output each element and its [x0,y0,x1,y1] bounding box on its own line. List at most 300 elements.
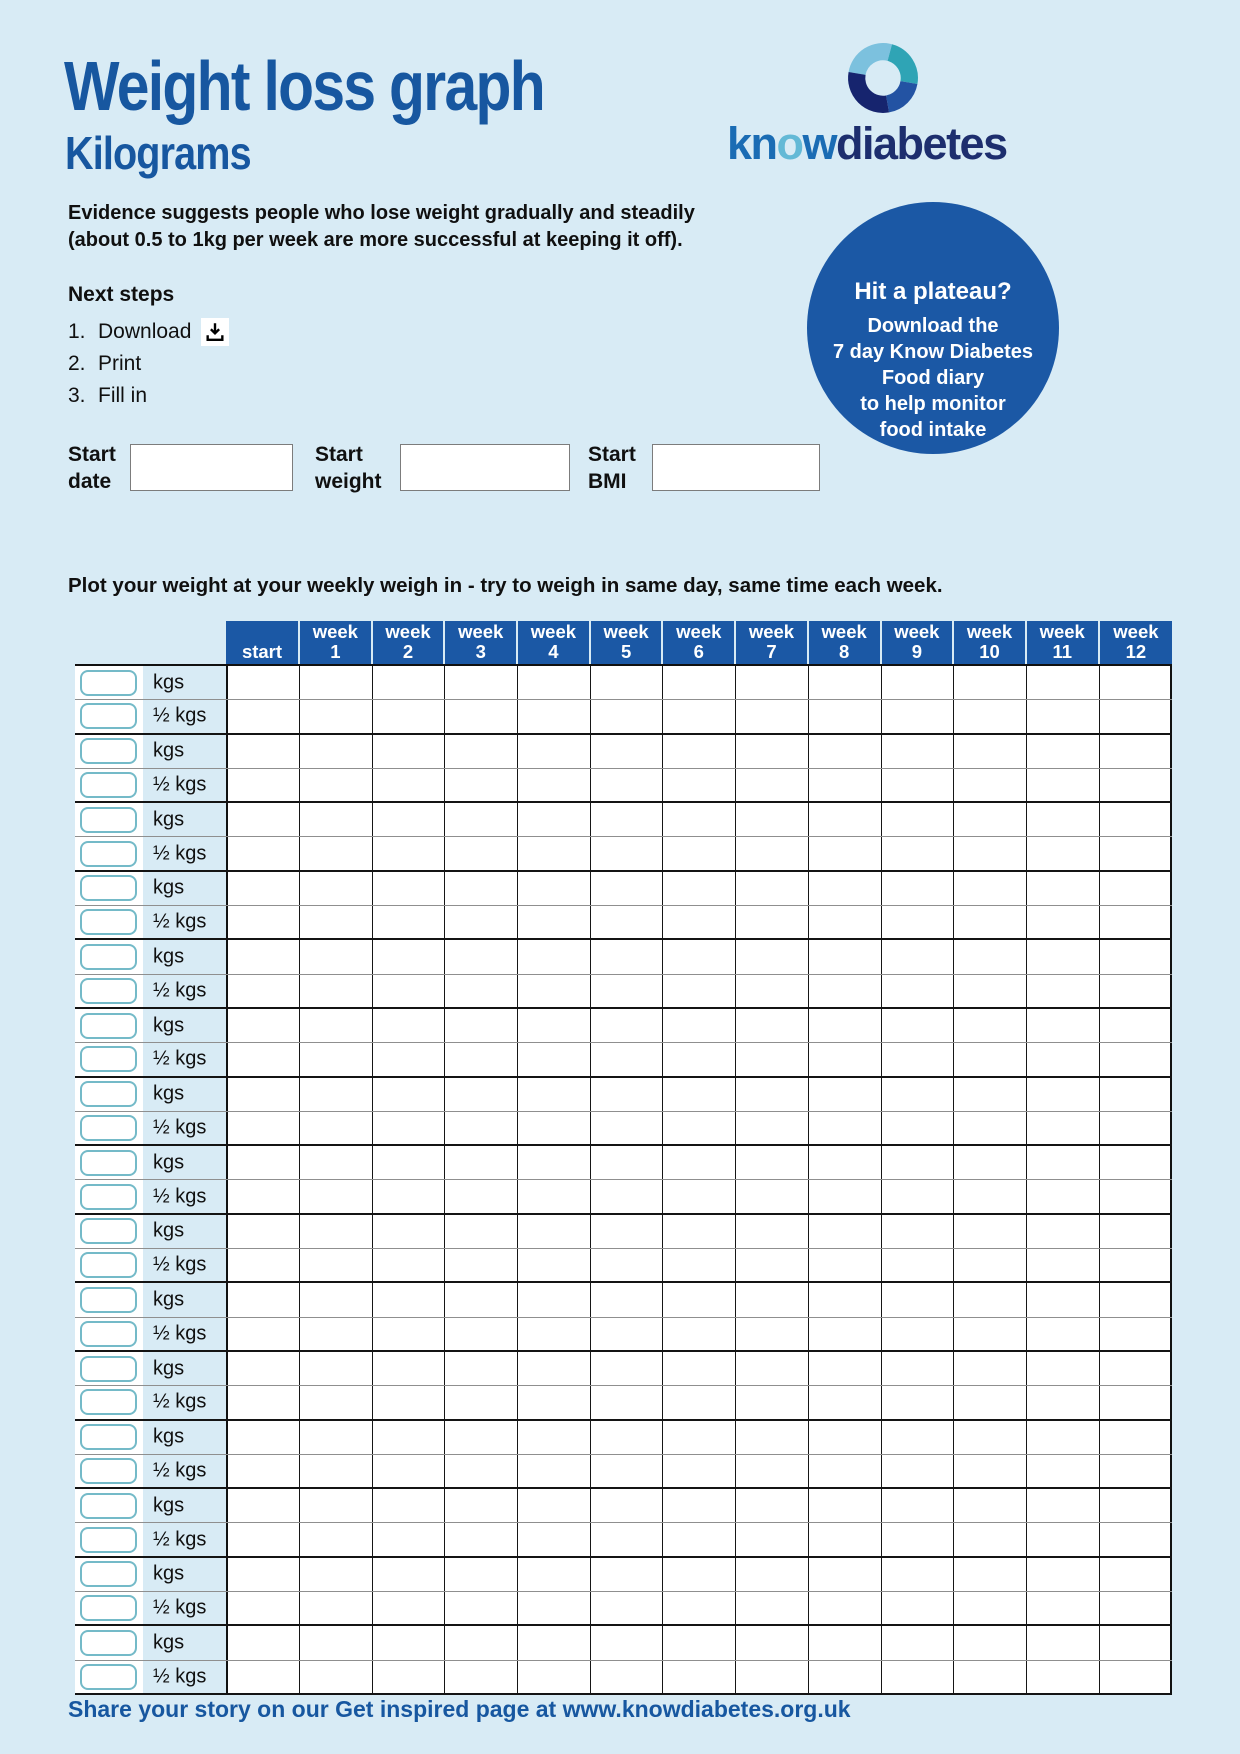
grid-cell [518,1215,591,1248]
grid-cell [809,1283,882,1316]
grid-cell [518,1558,591,1591]
chart-row [75,700,1172,734]
step-item-fill-in [68,380,229,412]
chart-row [75,1352,1172,1386]
grid-cell [882,769,955,801]
grid-cell [518,872,591,905]
grid-cell [373,1352,446,1385]
grid-cell [373,940,446,973]
grid-cell [591,1558,664,1591]
grid-cell [445,837,518,869]
grid-cell [226,666,300,699]
logo-o: o [776,118,803,169]
grid-cell [1100,1455,1173,1487]
grid-cell [663,1592,736,1624]
grid-cell [663,837,736,869]
weight-field[interactable] [80,1527,137,1553]
weight-field[interactable] [80,978,137,1004]
grid-cell [445,1592,518,1624]
weight-field[interactable] [80,1287,137,1313]
start-bmi-input[interactable] [652,444,820,491]
footer-link[interactable]: www.knowdiabetes.org.uk [562,1696,851,1722]
grid-cell [809,1009,882,1042]
grid-cell [809,1455,882,1487]
week-number: 4 [548,641,559,662]
row-unit-label: ½ kgs [153,1116,207,1139]
grid-cell [1027,1489,1100,1522]
grid-cell [736,1215,809,1248]
weight-field[interactable] [80,1664,137,1690]
grid-cell [663,1318,736,1350]
grid-cell [226,872,300,905]
grid-cell [809,1661,882,1693]
grid-cell [1100,1489,1173,1522]
grid-cell [736,940,809,973]
grid-cell [373,735,446,768]
weight-field[interactable] [80,807,137,833]
logo-diabetes: diabetes [836,118,1007,169]
row-unit-label: ½ kgs [153,979,207,1002]
week-header-cell [882,621,955,664]
grid-cell [445,975,518,1007]
weight-field[interactable] [80,1595,137,1621]
grid-cell [809,735,882,768]
chart-row [75,1043,1172,1077]
grid-cell [954,1078,1027,1111]
week-header-cell [1027,621,1100,664]
grid-cell [882,666,955,699]
grid-cell [954,1626,1027,1659]
grid-cell [882,1558,955,1591]
grid-cell [663,1386,736,1418]
grid-cell [226,1592,300,1624]
grid-cell [1027,1592,1100,1624]
grid-cell [591,1661,664,1693]
grid-cell [954,1386,1027,1418]
logo-wordmark [727,118,1007,170]
grid-cell [226,700,300,732]
grid-cell [736,1112,809,1144]
grid-cell [1027,1523,1100,1555]
grid-cell [445,1352,518,1385]
grid-cell [591,1078,664,1111]
row-unit-label: kgs [153,739,185,762]
row-label-cell [75,1318,226,1350]
weight-field[interactable] [80,1493,137,1519]
grid-cell [663,906,736,938]
grid-cell [736,769,809,801]
chart-row [75,906,1172,940]
grid-cell [445,1489,518,1522]
grid-cell [736,1249,809,1281]
grid-cell [518,1112,591,1144]
grid-cell [445,735,518,768]
plateau-line: to help monitor [860,393,1006,415]
grid-cell [736,1523,809,1555]
grid-cell [1027,1558,1100,1591]
grid-cell [663,1180,736,1212]
grid-cell [1100,1386,1173,1418]
row-label-cell [75,666,226,699]
chart-row [75,1489,1172,1523]
start-date-input[interactable] [130,444,293,491]
week-word: week [1113,621,1159,642]
grid-cell [736,1352,809,1385]
grid-cell [518,700,591,732]
grid-cell [373,1318,446,1350]
row-label-cell [75,1558,226,1591]
grid-cell [591,700,664,732]
grid-cell [591,1146,664,1179]
grid-cell [663,700,736,732]
grid-cell [736,1661,809,1693]
row-unit-label: ½ kgs [153,1390,207,1413]
grid-cell [300,1626,373,1659]
grid-cell [300,1318,373,1350]
row-unit-label: kgs [153,1288,185,1311]
grid-cell [1027,1112,1100,1144]
grid-cell [373,1180,446,1212]
grid-cell [663,975,736,1007]
grid-cell [1100,1009,1173,1042]
grid-cell [300,1421,373,1454]
grid-cell [591,1489,664,1522]
grid-cell [591,1318,664,1350]
week-number: 1 [330,641,341,662]
week-number: 10 [979,641,1000,662]
row-label-cell [75,1592,226,1624]
grid-cell [1027,1455,1100,1487]
grid-cell [1100,1352,1173,1385]
row-label-cell [75,1661,226,1693]
row-unit-label: kgs [153,1219,185,1242]
grid-cell [226,1180,300,1212]
grid-cell [226,1455,300,1487]
grid-cell [663,803,736,836]
grid-cell [809,1592,882,1624]
weight-field[interactable] [80,1321,137,1347]
grid-cell [300,1180,373,1212]
weight-field[interactable] [80,1184,137,1210]
grid-cell [591,735,664,768]
grid-cell [663,940,736,973]
grid-cell [663,735,736,768]
grid-cell [226,1352,300,1385]
chart-row [75,1626,1172,1660]
grid-cell [1100,1078,1173,1111]
grid-cell [518,1318,591,1350]
grid-cell [663,1455,736,1487]
grid-cell [300,735,373,768]
grid-cell [518,1352,591,1385]
grid-cell [518,803,591,836]
weight-field[interactable] [80,738,137,764]
download-icon[interactable] [201,318,229,346]
grid-cell [300,1283,373,1316]
weight-field[interactable] [80,703,137,729]
intro-text [68,200,695,254]
grid-cell [882,1112,955,1144]
grid-cell [663,1626,736,1659]
grid-cell [445,1318,518,1350]
intro-line-2: (about 0.5 to 1kg per week are more successful at keeping it off). [68,229,683,251]
grid-cell [663,872,736,905]
grid-cell [373,769,446,801]
grid-cell [1027,666,1100,699]
row-unit-label: ½ kgs [153,773,207,796]
grid-cell [373,1249,446,1281]
grid-cell [1027,1180,1100,1212]
chart-row [75,1112,1172,1146]
grid-cell [591,1043,664,1075]
grid-cell [882,1215,955,1248]
grid-cell [226,1112,300,1144]
row-unit-label: ½ kgs [153,1185,207,1208]
grid-cell [445,1180,518,1212]
grid-cell [445,1626,518,1659]
grid-cell [954,1455,1027,1487]
week-header-cell [736,621,809,664]
grid-cell [954,1043,1027,1075]
grid-cell [300,700,373,732]
grid-cell [1100,1112,1173,1144]
grid-cell [954,975,1027,1007]
week-word: week [966,621,1013,642]
grid-cell [373,872,446,905]
grid-cell [373,1421,446,1454]
chart-row [75,1558,1172,1592]
grid-cell [518,975,591,1007]
grid-cell [663,769,736,801]
grid-cell [663,1078,736,1111]
grid-cell [445,1558,518,1591]
grid-cell [663,1283,736,1316]
grid-cell [663,1043,736,1075]
grid-cell [809,1043,882,1075]
grid-cell [518,1283,591,1316]
grid-cell [882,906,955,938]
step-number: 1. [68,320,86,343]
weight-field[interactable] [80,875,137,901]
weight-field[interactable] [80,1356,137,1382]
chart-start-header: start [226,621,300,664]
week-header-cell [445,621,518,664]
grid-cell [954,837,1027,869]
weight-field[interactable] [80,1630,137,1656]
chart-row [75,1661,1172,1695]
grid-cell [300,1009,373,1042]
weight-field[interactable] [80,1115,137,1141]
weight-field[interactable] [80,944,137,970]
weight-field[interactable] [80,1046,137,1072]
row-unit-label: kgs [153,1562,185,1585]
grid-cell [1100,1146,1173,1179]
grid-cell [226,837,300,869]
grid-cell [591,1112,664,1144]
grid-cell [736,1489,809,1522]
week-word: week [385,621,431,642]
grid-cell [300,1523,373,1555]
grid-cell [882,1043,955,1075]
grid-cell [373,1626,446,1659]
plateau-line: food intake [879,419,987,441]
grid-cell [736,1180,809,1212]
row-unit-label: ½ kgs [153,704,207,727]
row-unit-label: kgs [153,1014,185,1037]
grid-cell [882,1626,955,1659]
chart-row [75,1523,1172,1557]
chart-row [75,1455,1172,1489]
grid-cell [591,975,664,1007]
grid-cell [373,1283,446,1316]
row-label-cell [75,940,226,973]
grid-cell [882,940,955,973]
row-label-cell [75,1283,226,1316]
grid-cell [300,769,373,801]
grid-cell [300,1489,373,1522]
grid-cell [882,700,955,732]
row-unit-label: kgs [153,1425,185,1448]
grid-cell [226,1215,300,1248]
grid-cell [373,1112,446,1144]
grid-cell [1100,666,1173,699]
logo-w: w [802,118,837,169]
grid-cell [809,1078,882,1111]
grid-cell [736,803,809,836]
weight-field[interactable] [80,909,137,935]
grid-cell [373,906,446,938]
grid-cell [1027,700,1100,732]
grid-cell [882,1352,955,1385]
row-unit-label: ½ kgs [153,1253,207,1276]
grid-cell [954,1283,1027,1316]
grid-cell [809,1626,882,1659]
week-number: 3 [475,641,486,662]
grid-cell [736,1318,809,1350]
grid-cell [373,1043,446,1075]
grid-cell [300,940,373,973]
chart-row [75,1386,1172,1420]
week-number: 6 [693,641,704,662]
row-label-cell [75,700,226,732]
grid-cell [1100,803,1173,836]
grid-cell [954,1421,1027,1454]
grid-cell [591,1592,664,1624]
plateau-line: Download the [867,315,999,337]
row-unit-label: kgs [153,671,185,694]
grid-cell [1027,837,1100,869]
grid-cell [518,1146,591,1179]
grid-cell [882,803,955,836]
weight-field[interactable] [80,772,137,798]
grid-cell [809,975,882,1007]
weight-field[interactable] [80,1252,137,1278]
grid-cell [663,1558,736,1591]
row-label-cell [75,1455,226,1487]
grid-cell [300,1215,373,1248]
grid-cell [882,1009,955,1042]
grid-cell [518,940,591,973]
grid-cell [1027,1283,1100,1316]
grid-cell [882,1283,955,1316]
chart-row [75,837,1172,871]
grid-cell [1027,872,1100,905]
grid-cell [809,1489,882,1522]
grid-cell [736,700,809,732]
grid-cell [300,1386,373,1418]
weight-field[interactable] [80,1389,137,1415]
grid-cell [445,1421,518,1454]
grid-cell [736,666,809,699]
grid-cell [591,940,664,973]
grid-cell [373,1009,446,1042]
grid-cell [1027,1043,1100,1075]
grid-cell [663,1249,736,1281]
grid-cell [1100,872,1173,905]
week-word: week [530,621,577,642]
grid-cell [300,837,373,869]
grid-cell [809,1180,882,1212]
chart-row [75,735,1172,769]
grid-cell [1027,735,1100,768]
weight-field[interactable] [80,1424,137,1450]
grid-cell [373,1386,446,1418]
weight-field[interactable] [80,1561,137,1587]
weight-field[interactable] [80,1013,137,1039]
grid-cell [1100,1249,1173,1281]
grid-cell [882,1249,955,1281]
start-weight-input[interactable] [400,444,570,491]
grid-cell [809,803,882,836]
grid-cell [591,1386,664,1418]
weight-field[interactable] [80,1218,137,1244]
week-header-cell [663,621,736,664]
grid-cell [1100,1180,1173,1212]
weight-field[interactable] [80,670,137,696]
grid-cell [1027,1661,1100,1693]
grid-cell [445,1661,518,1693]
grid-cell [226,1146,300,1179]
chart-body [75,666,1172,1695]
grid-cell [736,735,809,768]
grid-cell [882,1078,955,1111]
grid-cell [1027,1078,1100,1111]
grid-cell [954,1009,1027,1042]
weight-field[interactable] [80,1458,137,1484]
week-word: week [748,621,795,642]
grid-cell [373,1078,446,1111]
knowdiabetes-logo [727,40,1057,170]
grid-cell [445,1386,518,1418]
grid-cell [591,1009,664,1042]
grid-cell [591,769,664,801]
grid-cell [1100,1215,1173,1248]
grid-cell [1027,940,1100,973]
grid-cell [226,1043,300,1075]
row-unit-label: ½ kgs [153,1322,207,1345]
grid-cell [591,1455,664,1487]
grid-cell [1027,769,1100,801]
row-label-cell [75,1215,226,1248]
grid-cell [954,1249,1027,1281]
weight-field[interactable] [80,841,137,867]
grid-cell [1027,803,1100,836]
plateau-badge [807,202,1059,454]
row-label-cell [75,1146,226,1179]
weight-field[interactable] [80,1081,137,1107]
weight-field[interactable] [80,1150,137,1176]
grid-cell [1100,1661,1173,1693]
